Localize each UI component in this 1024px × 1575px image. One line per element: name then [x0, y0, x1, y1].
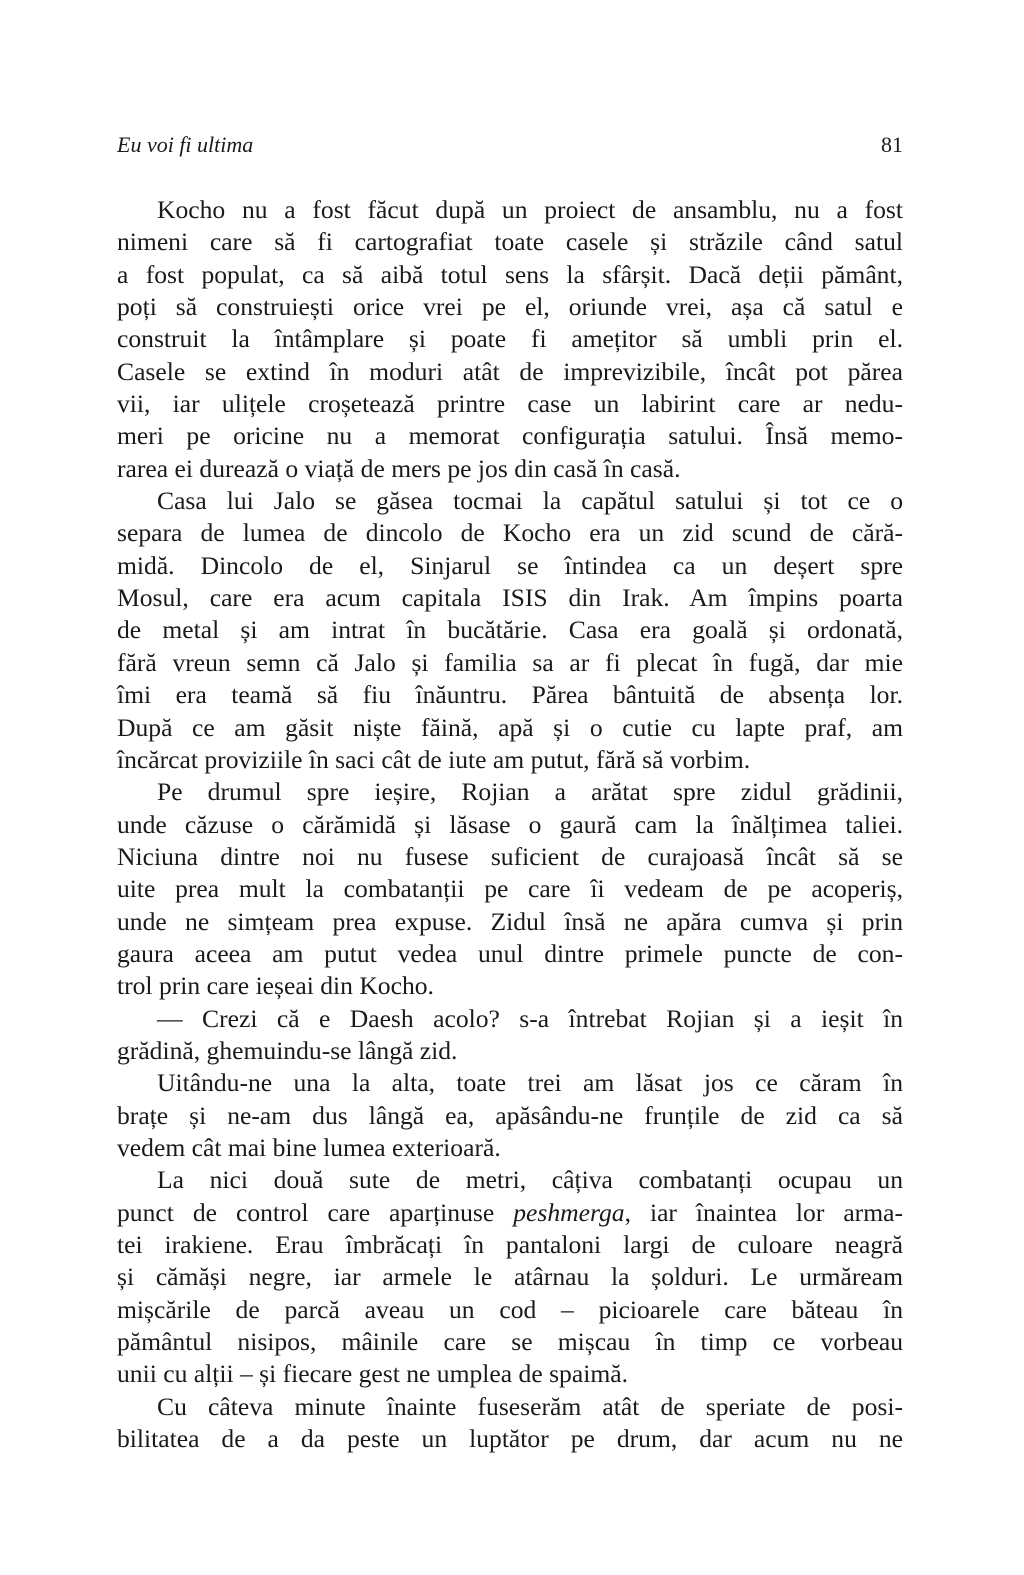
- text-line: bilitatea de a da peste un luptător pe drum, dar acum nu ne: [117, 1424, 903, 1454]
- text-line: vii, iar ulițele croșetează printre case un labirint care ar nedu-: [117, 389, 903, 419]
- text-line: uite prea mult la combatanții pe care îi vedeam de pe acoperiș,: [117, 874, 903, 904]
- text-segment: , iar înaintea lor arma-: [624, 1197, 903, 1227]
- text-line: construit la întâmplare și poate fi amețitor să umbli prin el.: [117, 324, 903, 354]
- text-line: încărcat proviziile în saci cât de iute am putut, fără să vorbim.: [117, 744, 751, 774]
- paragraph: [117, 194, 903, 485]
- text-line: și cămăși negre, iar armele le atârnau la șolduri. Le urmăream: [117, 1262, 903, 1292]
- text-line: nimeni care să fi cartografiat toate casele și străzile când satul: [117, 227, 903, 257]
- text-line: vedem cât mai bine lumea exterioară.: [117, 1132, 501, 1162]
- body-text: [117, 194, 903, 1455]
- text-line: [117, 1197, 903, 1229]
- text-line: îmi era teamă să fiu înăuntru. Părea bântuită de absența lor.: [117, 680, 903, 710]
- text-line: rarea ei durează o viață de mers pe jos din casă în casă.: [117, 453, 681, 483]
- text-line: Casele se extind în moduri atât de imprevizibile, încât pot părea: [117, 356, 903, 386]
- paragraph: [117, 1391, 903, 1456]
- text-segment: punct de control care aparținuse: [117, 1197, 514, 1227]
- text-line: Cu câteva minute înainte fuseserăm atât de speriate de posi-: [157, 1391, 903, 1421]
- italic-term: peshmerga: [513, 1197, 625, 1227]
- text-line: trol prin care ieșeai din Kocho.: [117, 971, 434, 1001]
- text-line: brațe și ne-am dus lângă ea, apăsându-ne frunțile de zid ca să: [117, 1100, 903, 1130]
- text-line: Pe drumul spre ieșire, Rojian a arătat spre zidul grădinii,: [157, 777, 903, 807]
- text-line: tei irakiene. Erau îmbrăcați în pantaloni largi de culoare neagră: [117, 1230, 903, 1259]
- page-number: 81: [881, 132, 903, 157]
- text-line: unde căzuse o cărămidă și lăsase o gaură cam la înălțimea taliei.: [117, 809, 903, 839]
- text-line: midă. Dincolo de el, Sinjarul se întindea ca un deșert spre: [117, 550, 903, 580]
- paragraph: [117, 776, 903, 1002]
- text-line: După ce am găsit niște făină, apă și o cutie cu lapte praf, am: [117, 712, 903, 742]
- text-line: unde ne simțeam prea expuse. Zidul însă ne apăra cumva și prin: [117, 906, 903, 936]
- text-line: Mosul, care era acum capitala ISIS din Irak. Am împins poarta: [117, 583, 903, 613]
- text-line: meri pe oricine nu a memorat configurația satului. Însă memo-: [117, 421, 903, 451]
- text-line: gaura aceea am putut vedea unul dintre primele puncte de con-: [117, 938, 903, 968]
- text-line: separa de lumea de dincolo de Kocho era un zid scund de cără-: [117, 518, 903, 548]
- running-head-title: Eu voi fi ultima: [117, 132, 254, 157]
- text-line: poți să construiești orice vrei pe el, oriunde vrei, așa că satul e: [117, 292, 903, 322]
- text-line: grădină, ghemuindu-se lângă zid.: [117, 1035, 458, 1065]
- text-line: pământul nisipos, mâinile care se mișcau în timp ce vorbeau: [117, 1327, 903, 1357]
- text-line: Niciuna dintre noi nu fusese suficient de curajoasă încât să se: [117, 841, 903, 871]
- paragraph: [117, 1003, 903, 1068]
- text-line: La nici două sute de metri, câțiva combatanți ocupau un: [157, 1165, 903, 1195]
- text-line: mișcările de parcă aveau un cod – picioarele care băteau în: [117, 1294, 903, 1324]
- text-line: Uitându-ne una la alta, toate trei am lăsat jos ce căram în: [157, 1068, 903, 1098]
- text-line: — Crezi că e Daesh acolo? s-a întrebat Rojian și a ieșit în: [157, 1003, 903, 1033]
- text-line: de metal și am intrat în bucătărie. Casa era goală și ordonată,: [117, 615, 903, 645]
- text-line: a fost populat, ca să aibă totul sens la sfârșit. Dacă deții pământ,: [117, 259, 903, 289]
- text-line: fără vreun semn că Jalo și familia sa ar fi plecat în fugă, dar mie: [117, 647, 903, 677]
- paragraph: [117, 1067, 903, 1164]
- text-line: unii cu alții – și fiecare gest ne umplea de spaimă.: [117, 1359, 628, 1389]
- running-head: [117, 132, 903, 164]
- text-line: Casa lui Jalo se găsea tocmai la capătul satului și tot ce o: [157, 486, 903, 516]
- paragraph: [117, 1164, 903, 1390]
- text-line: Kocho nu a fost făcut după un proiect de ansamblu, nu a fost: [157, 195, 903, 224]
- paragraph: [117, 485, 903, 776]
